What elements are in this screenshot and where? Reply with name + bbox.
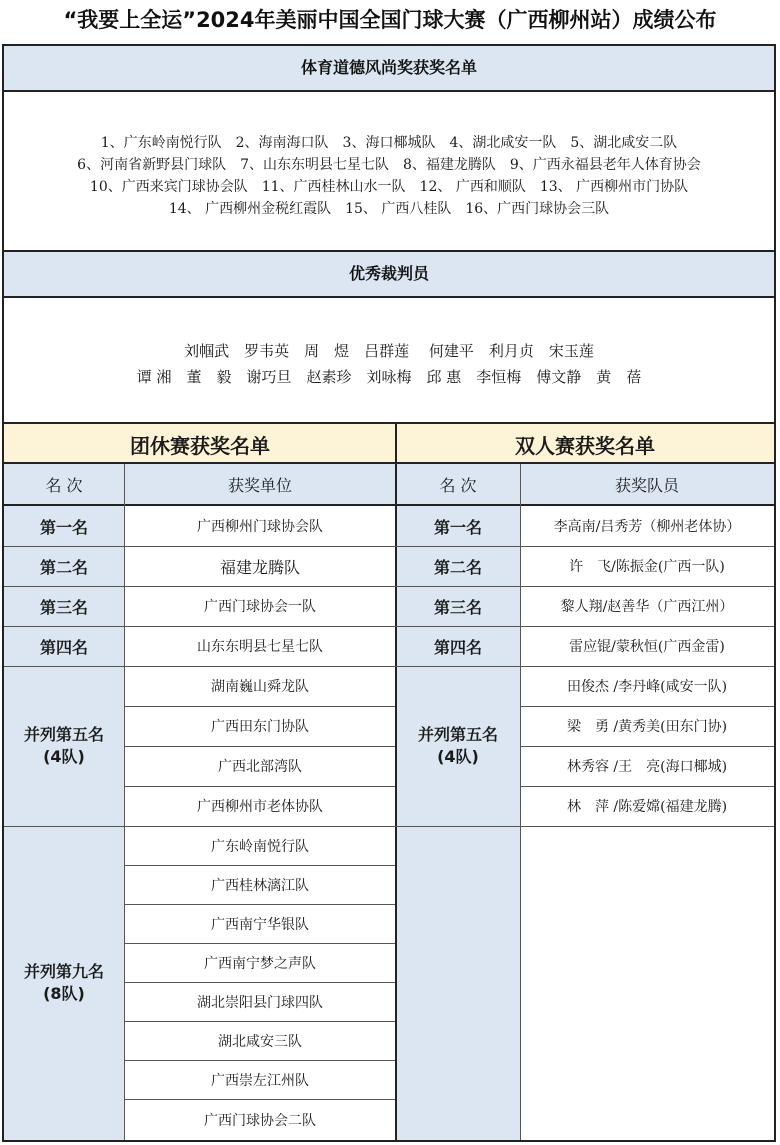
referees-line: 谭 湘 董 毅 谢巧旦 赵素珍 刘咏梅 邱 惠 李恒梅 傅文静 黄 蓓 <box>136 368 642 386</box>
team-unit-4: 山东东明县七星七队 <box>124 626 396 666</box>
doubles-fifth-members: 梁 勇 /黄秀美(田东门协) <box>520 706 774 746</box>
team-col-unit: 获奖单位 <box>124 464 396 504</box>
doubles-fifth-rank <box>396 666 520 826</box>
doubles-fifth-rank-label: 并列第五名 <box>417 725 498 744</box>
divider <box>4 546 774 547</box>
results-table <box>2 44 776 1142</box>
team-ninth-rank-label: 并列第九名 <box>23 962 104 981</box>
divider <box>124 706 395 707</box>
divider <box>124 1099 395 1100</box>
doubles-empty-members <box>520 826 774 1140</box>
ethics-line: 1、广东岭南悦行队 2、海南海口队 3、海口椰城队 4、湖北咸安一队 5、湖北咸安二队 <box>100 135 678 151</box>
divider <box>4 826 774 827</box>
doubles-col-rank: 名 次 <box>396 464 520 504</box>
divider <box>4 626 774 627</box>
team-rank-2: 第二名 <box>4 546 124 586</box>
doubles-rank-3: 第三名 <box>396 586 520 626</box>
divider <box>395 422 397 1140</box>
doubles-col-members: 获奖队员 <box>520 464 774 504</box>
team-ninth-unit: 湖北咸安三队 <box>124 1021 396 1060</box>
divider <box>520 464 521 1140</box>
divider <box>4 504 774 506</box>
doubles-members-2: 许 飞/陈振金(广西一队) <box>520 546 774 586</box>
divider <box>124 904 395 905</box>
team-ninth-rank <box>4 826 124 1140</box>
doubles-fifth-count: (4队) <box>437 747 479 766</box>
team-ninth-unit: 湖北崇阳县门球四队 <box>124 982 396 1021</box>
team-unit-1: 广西柳州门球协会队 <box>124 506 396 546</box>
team-fifth-unit: 湖南巍山舜龙队 <box>124 666 396 706</box>
team-fifth-count: (4队) <box>43 747 85 766</box>
doubles-rank-1: 第一名 <box>396 506 520 546</box>
team-rank-1: 第一名 <box>4 506 124 546</box>
team-fifth-unit: 广西北部湾队 <box>124 746 396 786</box>
divider <box>124 464 125 1140</box>
referees-list <box>4 338 774 390</box>
team-fifth-rank-label: 并列第五名 <box>23 725 104 744</box>
divider <box>520 746 774 747</box>
team-ninth-count: (8队) <box>43 984 85 1003</box>
team-unit-3: 广西门球协会一队 <box>124 586 396 626</box>
team-rank-3: 第三名 <box>4 586 124 626</box>
team-col-rank: 名 次 <box>4 464 124 504</box>
doubles-fifth-members: 林 萍 /陈爱嫦(福建龙腾) <box>520 786 774 826</box>
divider <box>124 982 395 983</box>
divider <box>124 746 395 747</box>
team-ninth-unit: 广东岭南悦行队 <box>124 826 396 865</box>
team-fifth-rank <box>4 666 124 826</box>
referees-line: 刘帼武 罗韦英 周 煜 吕群莲 何建平 利月贞 宋玉莲 <box>184 342 594 360</box>
divider <box>124 865 395 866</box>
doubles-members-3: 黎人翔/赵善华（广西江州） <box>520 586 774 626</box>
doubles-members-4: 雷应锟/蒙秋恒(广西金雷) <box>520 626 774 666</box>
divider <box>124 1060 395 1061</box>
divider <box>4 666 774 667</box>
team-ninth-unit: 广西崇左江州队 <box>124 1060 396 1099</box>
divider <box>124 1021 395 1022</box>
doubles-members-1: 李高南/吕秀芳（柳州老体协） <box>520 506 774 546</box>
team-fifth-unit: 广西田东门协队 <box>124 706 396 746</box>
team-ninth-unit: 广西南宁梦之声队 <box>124 943 396 982</box>
doubles-rank-4: 第四名 <box>396 626 520 666</box>
page-title: “我要上全运”2024年美丽中国全国门球大赛（广西柳州站）成绩公布 <box>63 8 717 32</box>
team-heading: 团休赛获奖名单 <box>4 422 396 464</box>
ethics-list <box>4 132 774 220</box>
divider <box>520 786 774 787</box>
divider <box>124 943 395 944</box>
ethics-line: 10、广西来宾门球协会队 11、广西桂林山水一队 12、 广西和顺队 13、 广西柳州市门协队 <box>89 179 689 195</box>
referees-heading: 优秀裁判员 <box>4 250 774 298</box>
team-unit-2: 福建龙腾队 <box>124 546 396 586</box>
doubles-empty-rank <box>396 826 520 1140</box>
divider <box>4 586 774 587</box>
doubles-rank-2: 第二名 <box>396 546 520 586</box>
ethics-line: 14、 广西柳州金税红霞队 15、 广西八桂队 16、广西门球协会三队 <box>168 201 610 217</box>
divider <box>520 706 774 707</box>
team-ninth-unit: 广西门球协会二队 <box>124 1099 396 1140</box>
team-ninth-unit: 广西桂林漓江队 <box>124 865 396 904</box>
doubles-fifth-members: 林秀容 /王 亮(海口椰城) <box>520 746 774 786</box>
doubles-fifth-members: 田俊杰 /李丹峰(咸安一队) <box>520 666 774 706</box>
ethics-heading: 体育道德风尚奖获奖名单 <box>4 46 774 92</box>
doubles-heading: 双人赛获奖名单 <box>396 422 774 464</box>
divider <box>4 462 774 464</box>
ethics-line: 6、河南省新野县门球队 7、山东东明县七星七队 8、福建龙腾队 9、广西永福县老年人体育协会 <box>77 157 701 173</box>
divider <box>124 786 395 787</box>
team-ninth-unit: 广西南宁华银队 <box>124 904 396 943</box>
team-fifth-unit: 广西柳州市老体协队 <box>124 786 396 826</box>
team-rank-4: 第四名 <box>4 626 124 666</box>
